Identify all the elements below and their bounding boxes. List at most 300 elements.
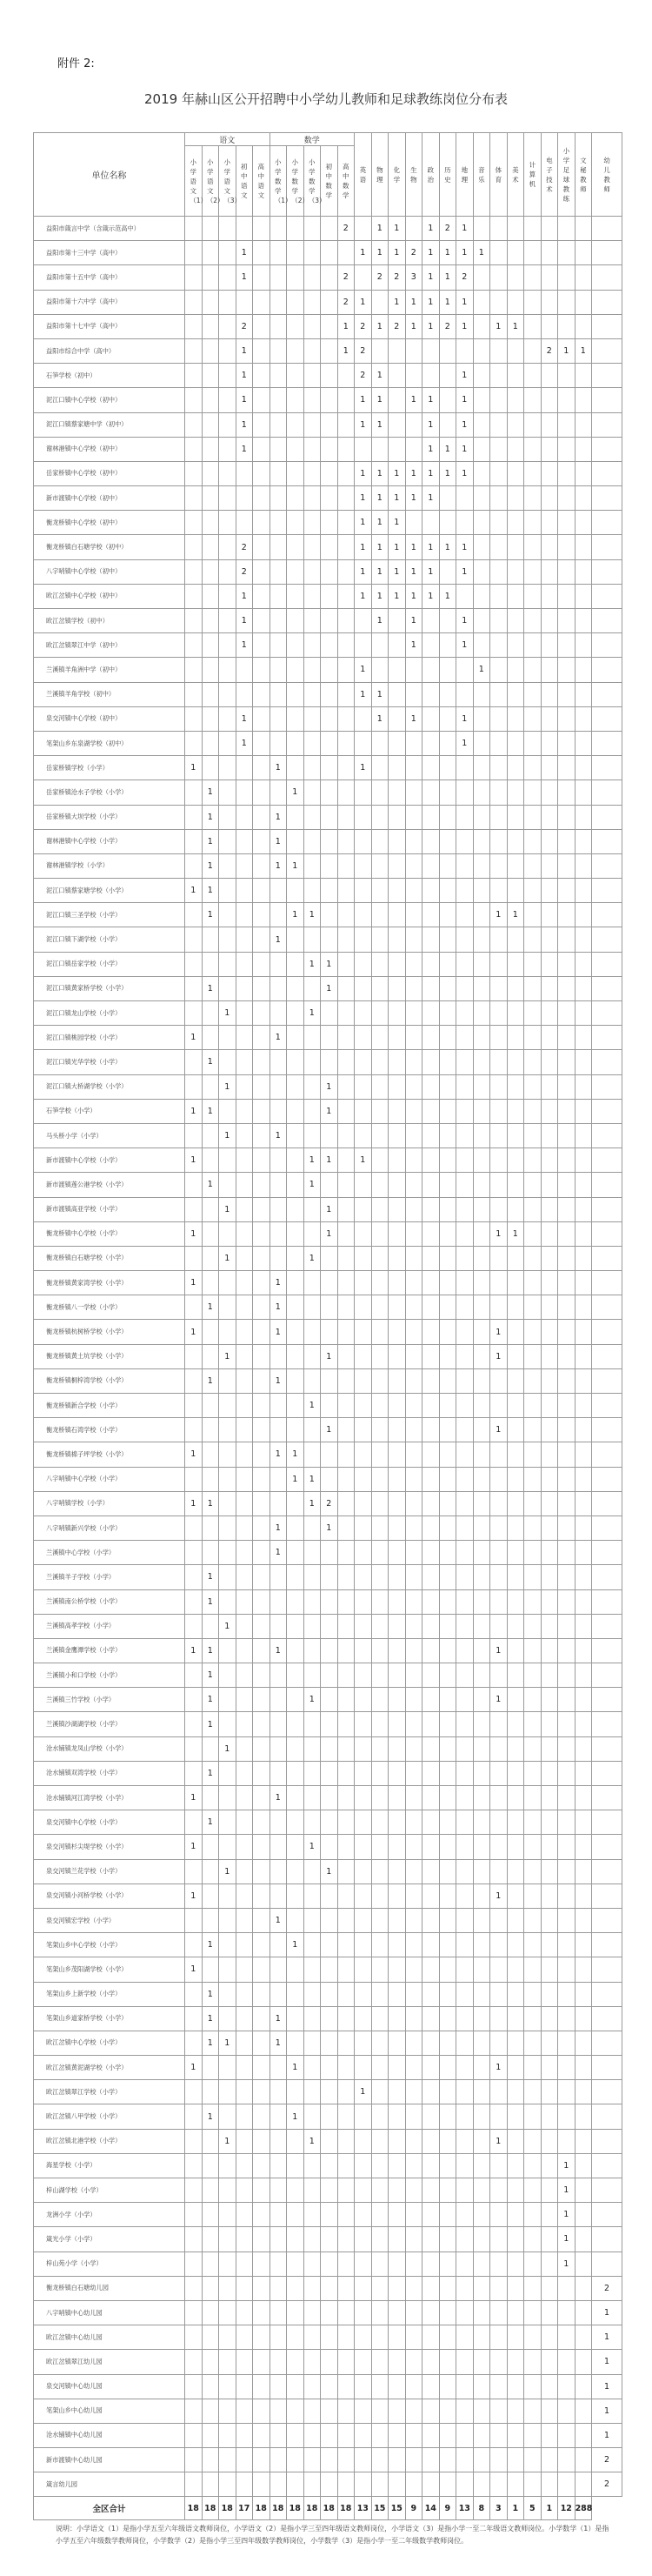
count-cell: [236, 1859, 253, 1883]
count-cell: 1: [321, 1074, 338, 1099]
count-cell: [355, 805, 372, 829]
count-cell: 1: [269, 1442, 287, 1467]
count-cell: [303, 731, 321, 755]
count-cell: [507, 2006, 524, 2031]
count-cell: [575, 1515, 592, 1540]
count-cell: [456, 2300, 474, 2325]
count-cell: 1: [219, 1859, 236, 1883]
count-cell: [490, 1074, 508, 1099]
count-cell: [456, 805, 474, 829]
count-cell: [321, 1123, 338, 1147]
unit-name: 沧水铺镇中心幼儿园: [34, 2423, 185, 2447]
count-cell: [303, 364, 321, 388]
count-cell: [575, 1712, 592, 1736]
count-cell: [405, 1761, 422, 1785]
unit-name: 岳家桥镇沧水子学校（小学）: [34, 780, 185, 805]
count-cell: [389, 1883, 406, 1908]
count-cell: [541, 559, 558, 584]
count-cell: [439, 2227, 456, 2251]
count-cell: [355, 829, 372, 853]
count-cell: [321, 290, 338, 314]
count-cell: [490, 1957, 508, 1982]
count-cell: [405, 1271, 422, 1295]
count-cell: [439, 1835, 456, 1859]
count-cell: [541, 1074, 558, 1099]
count-cell: [592, 1442, 622, 1467]
unit-name: 兰溪镇羊角学校（初中）: [34, 682, 185, 706]
count-cell: 1: [405, 633, 422, 658]
count-cell: [202, 1957, 219, 1982]
count-cell: [287, 609, 304, 633]
count-cell: [422, 1074, 440, 1099]
count-cell: [269, 2251, 287, 2276]
count-cell: [321, 437, 338, 461]
count-cell: [592, 1957, 622, 1982]
count-cell: [389, 1614, 406, 1638]
count-cell: [524, 1933, 542, 1957]
count-cell: [473, 2423, 490, 2447]
count-cell: [355, 1197, 372, 1221]
count-cell: [575, 1933, 592, 1957]
count-cell: [253, 1221, 270, 1246]
count-cell: [371, 805, 389, 829]
count-cell: [490, 2472, 508, 2497]
count-cell: 1: [202, 2006, 219, 2031]
count-cell: [592, 1467, 622, 1491]
table-row: [34, 388, 622, 412]
count-cell: [524, 1099, 542, 1123]
count-cell: [575, 1663, 592, 1688]
count-cell: [405, 1908, 422, 1932]
count-cell: [269, 511, 287, 535]
count-cell: [287, 1001, 304, 1026]
count-cell: [524, 853, 542, 878]
count-cell: [575, 1835, 592, 1859]
count-cell: [456, 1614, 474, 1638]
count-cell: [422, 338, 440, 363]
count-cell: [219, 853, 236, 878]
count-cell: [253, 1589, 270, 1614]
count-cell: [541, 2472, 558, 2497]
count-cell: [439, 1663, 456, 1688]
count-cell: [507, 217, 524, 241]
count-cell: [575, 1418, 592, 1442]
count-cell: [321, 1835, 338, 1859]
count-cell: [287, 756, 304, 780]
count-cell: [507, 1565, 524, 1589]
count-cell: [303, 1442, 321, 1467]
total-cell: 18: [185, 2497, 203, 2520]
count-cell: [355, 1736, 372, 1761]
count-cell: [456, 1957, 474, 1982]
count-cell: [592, 609, 622, 633]
count-cell: [524, 559, 542, 584]
count-cell: [355, 2374, 372, 2399]
count-cell: 1: [389, 559, 406, 584]
count-cell: [236, 1099, 253, 1123]
count-cell: [575, 265, 592, 290]
count-cell: [321, 1810, 338, 1835]
table-row: [34, 2472, 622, 2497]
count-cell: [524, 2423, 542, 2447]
count-cell: [185, 976, 203, 1000]
count-cell: [422, 1859, 440, 1883]
count-cell: [473, 1344, 490, 1368]
count-cell: [473, 1982, 490, 2006]
count-cell: [405, 217, 422, 241]
count-cell: [236, 1541, 253, 1565]
count-cell: [592, 2178, 622, 2203]
count-cell: [185, 2178, 203, 2203]
count-cell: [575, 633, 592, 658]
count-cell: [202, 658, 219, 682]
count-cell: [287, 1295, 304, 1320]
unit-name: 益阳市箴言中学（含箴示范高中）: [34, 217, 185, 241]
count-cell: [405, 1712, 422, 1736]
count-cell: [473, 2325, 490, 2350]
count-cell: [287, 338, 304, 363]
count-cell: 1: [456, 535, 474, 559]
count-cell: [337, 2448, 355, 2472]
count-cell: [303, 927, 321, 952]
count-cell: [287, 2153, 304, 2178]
count-cell: [439, 1908, 456, 1932]
count-cell: [592, 338, 622, 363]
count-cell: [337, 1908, 355, 1932]
count-cell: [422, 1001, 440, 1026]
count-cell: [405, 1736, 422, 1761]
count-cell: [490, 879, 508, 903]
count-cell: [253, 1344, 270, 1368]
count-cell: [541, 780, 558, 805]
count-cell: [439, 1295, 456, 1320]
count-cell: [439, 2104, 456, 2129]
count-cell: [321, 1982, 338, 2006]
count-cell: [558, 1786, 575, 1810]
count-cell: 1: [490, 314, 508, 338]
count-cell: [202, 461, 219, 485]
count-cell: [287, 1026, 304, 1050]
count-cell: 1: [490, 1883, 508, 1908]
count-cell: 3: [405, 265, 422, 290]
count-cell: [337, 1271, 355, 1295]
count-cell: [524, 2006, 542, 2031]
count-cell: [422, 1565, 440, 1589]
count-cell: [456, 1688, 474, 1712]
count-cell: [389, 633, 406, 658]
count-cell: [558, 1688, 575, 1712]
count-cell: [405, 2374, 422, 2399]
count-cell: [490, 853, 508, 878]
count-cell: [253, 2227, 270, 2251]
count-cell: [337, 2325, 355, 2350]
count-cell: [303, 1295, 321, 1320]
count-cell: [236, 927, 253, 952]
count-cell: [321, 1712, 338, 1736]
count-cell: [321, 2153, 338, 2178]
count-cell: [490, 535, 508, 559]
count-cell: [439, 2472, 456, 2497]
table-row: [34, 1835, 622, 1859]
count-cell: [575, 1368, 592, 1393]
count-cell: [439, 412, 456, 437]
table-row: [34, 927, 622, 952]
count-cell: [321, 2227, 338, 2251]
count-cell: [422, 1442, 440, 1467]
unit-name: 岳家桥镇中心学校（初中）: [34, 461, 185, 485]
count-cell: [592, 1197, 622, 1221]
count-cell: [337, 1467, 355, 1491]
count-cell: [405, 2300, 422, 2325]
count-cell: [558, 1835, 575, 1859]
count-cell: [371, 1957, 389, 1982]
count-cell: 1: [202, 976, 219, 1000]
count-cell: 1: [287, 903, 304, 927]
col-header-geography: 地理: [456, 133, 474, 217]
count-cell: [303, 2031, 321, 2055]
count-cell: [236, 461, 253, 485]
count-cell: [355, 1246, 372, 1270]
count-cell: [371, 829, 389, 853]
count-cell: [337, 682, 355, 706]
count-cell: [558, 1271, 575, 1295]
unit-name: 新市渡镇高亚学校（小学）: [34, 1197, 185, 1221]
count-cell: [389, 976, 406, 1000]
count-cell: [219, 731, 236, 755]
count-cell: [219, 1320, 236, 1344]
count-cell: [389, 1123, 406, 1147]
count-cell: [422, 2227, 440, 2251]
count-cell: [389, 780, 406, 805]
count-cell: [269, 1736, 287, 1761]
count-cell: [490, 2423, 508, 2447]
count-cell: [355, 1541, 372, 1565]
count-cell: [507, 2251, 524, 2276]
count-cell: [219, 314, 236, 338]
count-cell: [575, 1148, 592, 1173]
count-cell: [253, 756, 270, 780]
count-cell: 1: [355, 486, 372, 511]
count-cell: [558, 388, 575, 412]
count-cell: [371, 1908, 389, 1932]
count-cell: [202, 2080, 219, 2104]
count-cell: [507, 1614, 524, 1638]
count-cell: [253, 1541, 270, 1565]
table-row: [34, 2006, 622, 2031]
count-cell: [524, 976, 542, 1000]
count-cell: [202, 1344, 219, 1368]
count-cell: [524, 1565, 542, 1589]
count-cell: [185, 2031, 203, 2055]
count-cell: [269, 2399, 287, 2423]
count-cell: [269, 2056, 287, 2080]
count-cell: [253, 1638, 270, 1663]
count-cell: 1: [389, 584, 406, 608]
count-cell: [236, 2251, 253, 2276]
count-cell: [558, 2129, 575, 2153]
count-cell: [541, 1515, 558, 1540]
count-cell: [507, 706, 524, 731]
count-cell: [592, 511, 622, 535]
count-cell: [219, 1394, 236, 1418]
count-cell: [269, 1197, 287, 1221]
count-cell: [287, 2251, 304, 2276]
count-cell: [507, 927, 524, 952]
count-cell: [541, 584, 558, 608]
table-row: [34, 633, 622, 658]
count-cell: [185, 486, 203, 511]
count-cell: 1: [355, 584, 372, 608]
count-cell: 1: [269, 805, 287, 829]
count-cell: [507, 338, 524, 363]
count-cell: [439, 2251, 456, 2276]
count-cell: [185, 682, 203, 706]
count-cell: 1: [287, 780, 304, 805]
count-cell: [321, 584, 338, 608]
count-cell: [389, 927, 406, 952]
unit-name: 笔架山乡茂阳湖学校（小学）: [34, 1957, 185, 1982]
count-cell: [558, 1442, 575, 1467]
unit-name: 箴光小学（小学）: [34, 2227, 185, 2251]
count-cell: [490, 217, 508, 241]
count-cell: [185, 1933, 203, 1957]
count-cell: [355, 217, 372, 241]
count-cell: [541, 879, 558, 903]
unit-name: 笔架山乡道家桥学校（小学）: [34, 2006, 185, 2031]
count-cell: [558, 2006, 575, 2031]
table-row: [34, 756, 622, 780]
count-cell: [321, 2300, 338, 2325]
unit-name: 衡龙桥镇黄家湾学校（小学）: [34, 1271, 185, 1295]
count-cell: [219, 1271, 236, 1295]
count-cell: [439, 2153, 456, 2178]
count-cell: [355, 1442, 372, 1467]
count-cell: [439, 1565, 456, 1589]
unit-name: 泥江口镇蔡家塘学校（小学）: [34, 879, 185, 903]
count-cell: [473, 682, 490, 706]
count-cell: [456, 1467, 474, 1491]
count-cell: [490, 2251, 508, 2276]
count-cell: [524, 780, 542, 805]
count-cell: [456, 927, 474, 952]
count-cell: [269, 437, 287, 461]
count-cell: 2: [321, 1491, 338, 1515]
count-cell: [253, 2350, 270, 2374]
count-cell: 1: [371, 535, 389, 559]
count-cell: [355, 437, 372, 461]
col-header-secretary: 文秘教师: [575, 133, 592, 217]
count-cell: [575, 217, 592, 241]
count-cell: 1: [287, 2104, 304, 2129]
count-cell: [592, 2251, 622, 2276]
count-cell: [303, 314, 321, 338]
count-cell: [592, 903, 622, 927]
count-cell: [389, 1368, 406, 1393]
count-cell: [236, 1074, 253, 1099]
count-cell: [524, 952, 542, 976]
count-cell: 1: [219, 1614, 236, 1638]
count-cell: [456, 1442, 474, 1467]
count-cell: [287, 2031, 304, 2055]
count-cell: [287, 805, 304, 829]
count-cell: [507, 805, 524, 829]
count-cell: [592, 756, 622, 780]
count-cell: [337, 2300, 355, 2325]
count-cell: [592, 1271, 622, 1295]
count-cell: [287, 2472, 304, 2497]
count-cell: [371, 1221, 389, 1246]
count-cell: [389, 388, 406, 412]
count-cell: [473, 364, 490, 388]
count-cell: [219, 2227, 236, 2251]
table-row: [34, 1148, 622, 1173]
count-cell: [405, 1859, 422, 1883]
count-cell: 1: [439, 265, 456, 290]
count-cell: [219, 1761, 236, 1785]
count-cell: [541, 290, 558, 314]
unit-name-header: 单位名称: [34, 133, 185, 217]
total-cell: 1: [507, 2497, 524, 2520]
count-cell: [337, 1394, 355, 1418]
count-cell: [456, 2325, 474, 2350]
count-cell: [541, 1123, 558, 1147]
count-cell: [321, 1663, 338, 1688]
count-cell: [558, 1320, 575, 1344]
count-cell: [439, 1221, 456, 1246]
count-cell: [321, 1589, 338, 1614]
count-cell: [422, 1467, 440, 1491]
count-cell: [507, 559, 524, 584]
count-cell: [456, 853, 474, 878]
count-cell: [507, 1418, 524, 1442]
count-cell: [337, 1026, 355, 1050]
count-cell: [592, 952, 622, 976]
count-cell: [575, 1908, 592, 1932]
table-row: [34, 265, 622, 290]
count-cell: [507, 879, 524, 903]
count-cell: [321, 1933, 338, 1957]
count-cell: [507, 364, 524, 388]
count-cell: [303, 388, 321, 412]
count-cell: [219, 780, 236, 805]
count-cell: [541, 1883, 558, 1908]
count-cell: 2: [592, 2472, 622, 2497]
count-cell: [202, 1835, 219, 1859]
count-cell: 1: [202, 1050, 219, 1074]
count-cell: [405, 2153, 422, 2178]
count-cell: 1: [405, 486, 422, 511]
count-cell: [219, 633, 236, 658]
count-cell: [321, 2203, 338, 2227]
count-cell: [287, 1541, 304, 1565]
count-cell: [236, 2031, 253, 2055]
count-cell: [473, 2276, 490, 2300]
count-cell: [558, 1859, 575, 1883]
count-cell: [269, 314, 287, 338]
count-cell: [422, 756, 440, 780]
count-cell: [524, 706, 542, 731]
table-row: [34, 952, 622, 976]
count-cell: [269, 1418, 287, 1442]
count-cell: [355, 1908, 372, 1932]
count-cell: [541, 412, 558, 437]
count-cell: [524, 756, 542, 780]
count-cell: [303, 1221, 321, 1246]
total-cell: 18: [303, 2497, 321, 2520]
count-cell: [236, 1933, 253, 1957]
count-cell: [253, 1050, 270, 1074]
count-cell: [371, 1344, 389, 1368]
